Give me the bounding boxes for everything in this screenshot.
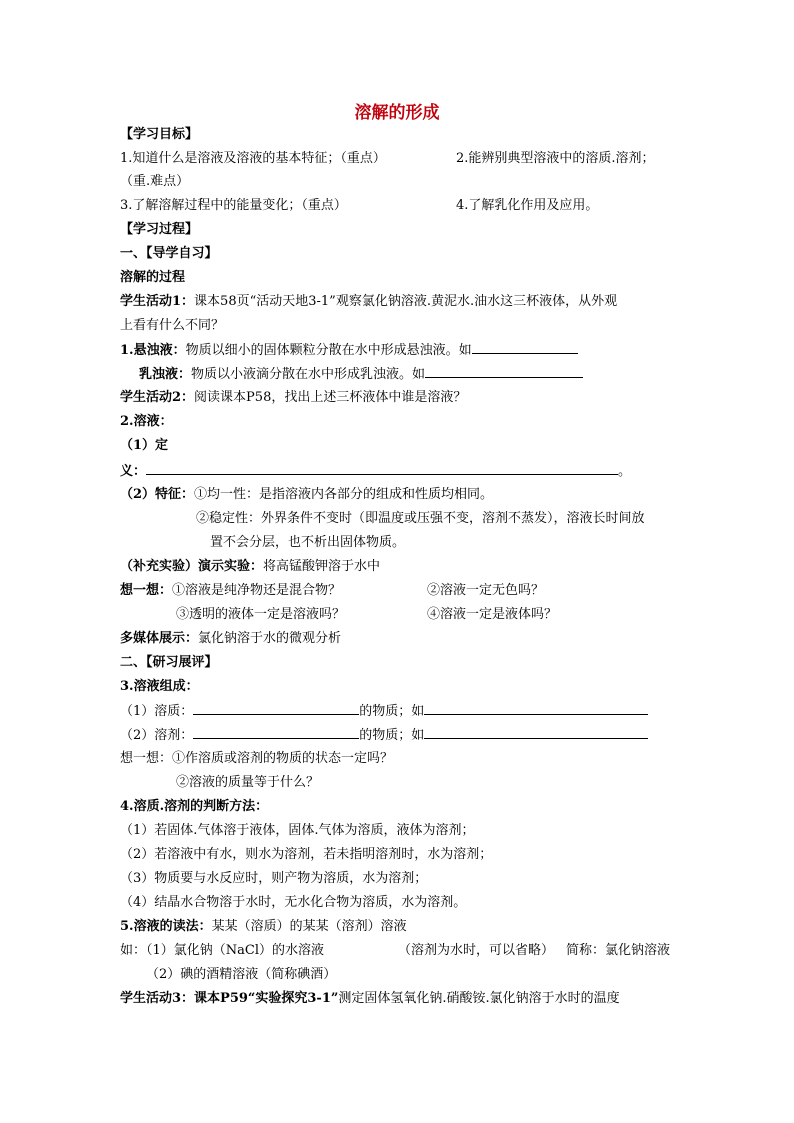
- demo-label: （补充实验）演示实验：: [120, 559, 264, 574]
- solvent-line: [120, 725, 648, 746]
- example-2: （2）碘的酒精溶液（简称碘酒）: [146, 967, 337, 982]
- suspension-text: 物质以细小的固体颗粒分散在水中形成悬浊液。如: [185, 343, 472, 358]
- definition-end: 。: [618, 464, 632, 479]
- reading-line: [120, 917, 407, 937]
- emulsion-blank[interactable]: [425, 364, 583, 378]
- dissolve-process-heading: 溶解的过程: [120, 270, 186, 285]
- solvent-label: （2）溶剂：: [120, 728, 194, 743]
- feature-2-continued: 置不会分层，也不析出固体物质。: [210, 535, 406, 550]
- judge-rule-2: （2）若溶液中有水，则水为溶剂，若未指明溶剂时，水为溶剂；: [120, 847, 493, 862]
- part-1-heading: 一、【导学自习】: [120, 246, 218, 261]
- solvent-of-substance: 的物质；如: [359, 728, 425, 743]
- suspension-line: [120, 340, 578, 361]
- question-4: ④溶液一定是液体吗？: [427, 607, 558, 622]
- activity-1-continued: 上看有什么不同？: [120, 318, 225, 333]
- activity-1: [120, 292, 617, 312]
- feature-label: （2）特征：: [120, 487, 195, 502]
- suspension-blank[interactable]: [472, 340, 578, 354]
- solute-blank-2[interactable]: [424, 701, 648, 715]
- activity-3-label: 学生活动3：课本P59“实验探究3-1”: [120, 991, 339, 1006]
- solvent-blank-1[interactable]: [193, 725, 359, 739]
- emulsion-line: [139, 364, 583, 385]
- example-1b: （溶剂为水时，可以省略）: [398, 943, 555, 958]
- example-1c: 简称：氯化钠溶液: [566, 943, 671, 958]
- solvent-blank-2[interactable]: [424, 725, 648, 739]
- think-line-2: [120, 749, 393, 769]
- demo-line: [120, 557, 380, 577]
- solute-of-substance: 的物质；如: [359, 704, 425, 719]
- goal-2: 2.能辨别典型溶液中的溶质.溶剂；: [456, 151, 655, 166]
- definition-blank[interactable]: [146, 461, 618, 475]
- think-2-question-1: ①作溶质或溶剂的物质的状态一定吗？: [172, 751, 394, 766]
- solute-blank-1[interactable]: [193, 701, 359, 715]
- goal-1: 1.知道什么是溶液及溶液的基本特征；（重点）: [120, 151, 386, 166]
- activity-1-label: 学生活动1：: [120, 294, 195, 309]
- example-1a: 如：（1）氯化钠（NaCl）的水溶液: [120, 943, 325, 958]
- definition-line: [120, 461, 631, 482]
- activity-2-text: 阅读课本P58，找出上述三杯液体中谁是溶液？: [194, 390, 467, 405]
- goal-3: 3.了解溶解过程中的能量变化；（重点）: [120, 198, 347, 213]
- goal-4: 4.了解乳化作用及应用。: [456, 198, 599, 213]
- solute-label: （1）溶质：: [120, 704, 194, 719]
- activity-3: [120, 989, 620, 1009]
- reading-label: 5.溶液的读法：: [120, 919, 212, 934]
- media-text: 氯化钠溶于水的微观分析: [198, 631, 342, 646]
- solution-heading: 2.溶液：: [120, 414, 173, 429]
- judge-rule-3: （3）物质要与水反应时，则产物为溶质，水为溶剂；: [120, 871, 428, 886]
- reading-text: 某某（溶质）的某某（溶剂）溶液: [211, 919, 407, 934]
- think-2-question-2: ②溶液的质量等于什么？: [176, 775, 320, 790]
- page-title: 溶解的形成: [354, 103, 440, 123]
- question-2: ②溶液一定无色吗？: [427, 583, 545, 598]
- solute-line: [120, 701, 648, 722]
- judge-rule-4: （4）结晶水合物溶于水时，无水化合物为溶质，水为溶剂。: [120, 895, 467, 910]
- question-1: ①溶液是纯净物还是混合物？: [172, 583, 342, 598]
- demo-text: 将高锰酸钾溶于水中: [263, 559, 381, 574]
- section-learning-goals: 【学习目标】: [120, 127, 199, 142]
- section-learning-process: 【学习过程】: [120, 222, 199, 237]
- emulsion-label: 乳浊液：: [139, 367, 192, 382]
- judge-rule-1: （1）若固体.气体溶于液体，固体.气体为溶质，液体为溶剂；: [120, 823, 475, 838]
- think-line-1: [120, 581, 341, 601]
- emulsion-text: 物质以小液滴分散在水中形成乳浊液。如: [191, 367, 426, 382]
- activity-3-text: 测定固体氢氧化钠.硝酸铵.氯化钠溶于水时的温度: [338, 991, 620, 1006]
- judge-heading: 4.溶质.溶剂的判断方法：: [120, 799, 269, 814]
- activity-2: [120, 388, 466, 408]
- feature-line: [120, 485, 493, 505]
- think-label: 想一想：: [120, 583, 173, 598]
- feature-2: ②稳定性：外界条件不变时（即温度或压强不变，溶剂不蒸发），溶液长时间放: [196, 511, 645, 526]
- composition-heading: 3.溶液组成：: [120, 679, 199, 694]
- activity-2-label: 学生活动2：: [120, 390, 195, 405]
- question-3: ③透明的液体一定是溶液吗？: [176, 607, 346, 622]
- goal-2-continued: （重.难点）: [120, 174, 190, 189]
- definition-label-2: 义：: [120, 464, 147, 479]
- part-2-heading: 二、【研习展评】: [120, 655, 218, 670]
- suspension-label: 1.悬浊液：: [120, 343, 186, 358]
- definition-label: （1）定: [120, 438, 169, 453]
- activity-1-text: 课本58页“活动天地3-1”观察氯化钠溶液.黄泥水.油水这三杯液体，从外观: [194, 294, 618, 309]
- think-2-label: 想一想：: [120, 751, 173, 766]
- media-line: [120, 629, 341, 649]
- feature-1: ①均一性：是指溶液内各部分的组成和性质均相同。: [194, 487, 494, 502]
- media-label: 多媒体展示：: [120, 631, 199, 646]
